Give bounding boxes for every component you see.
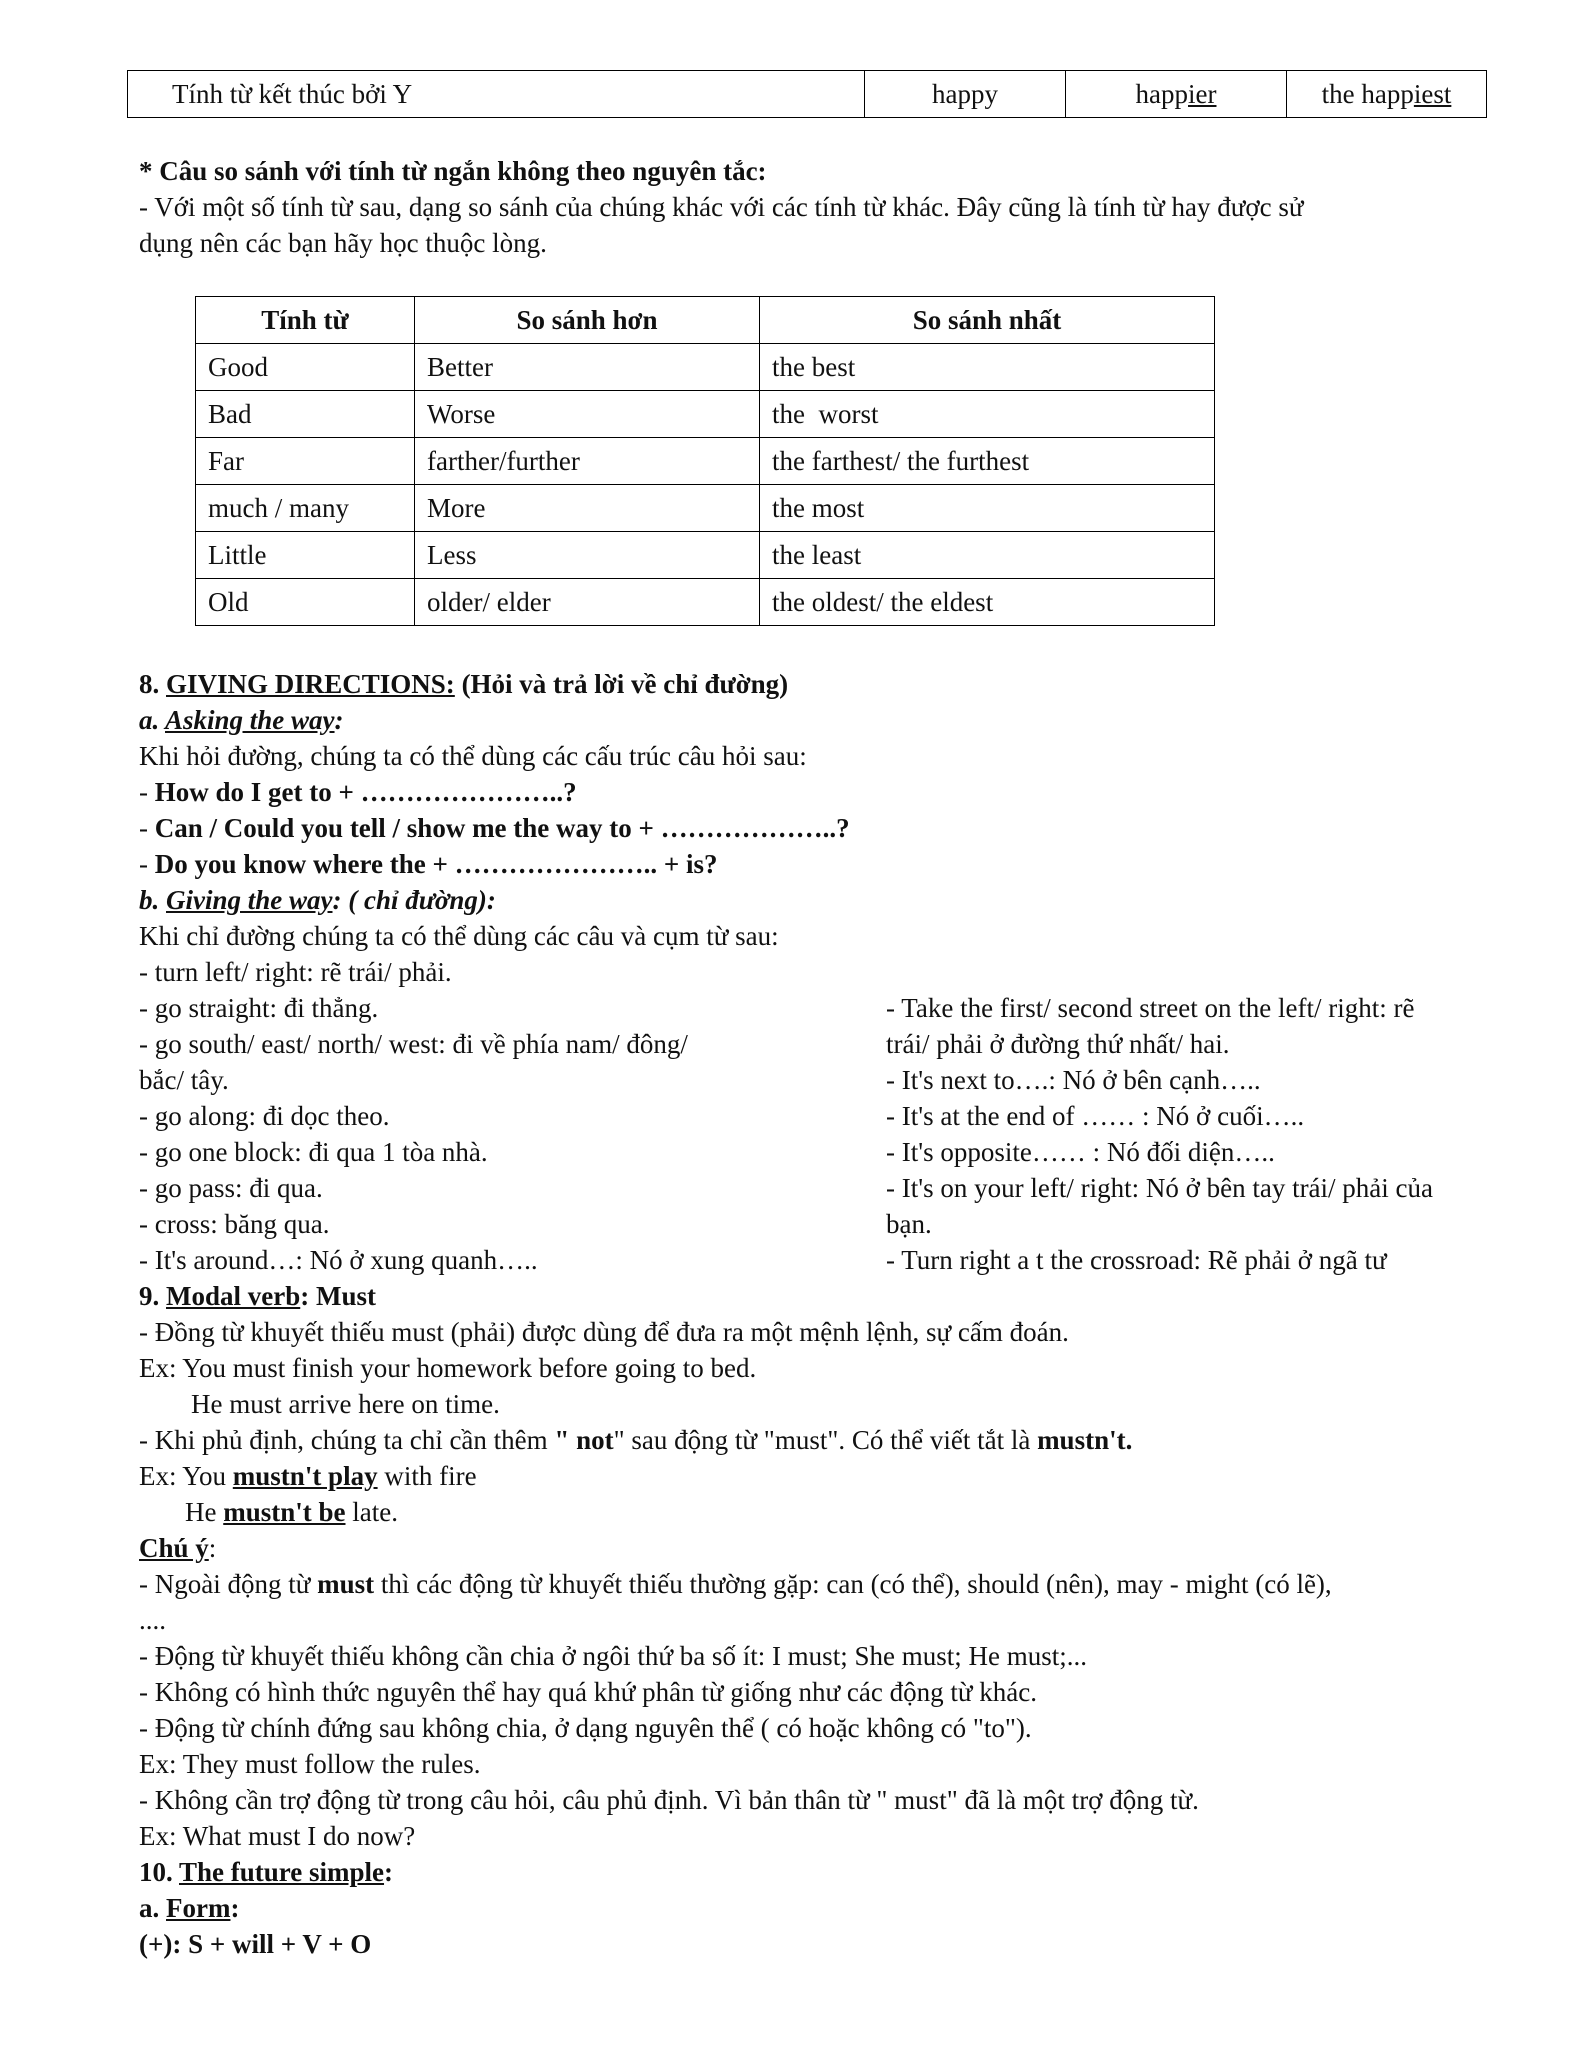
table-cell: Worse — [415, 391, 760, 438]
table-cell: happy — [865, 71, 1066, 118]
mustnt-example-1: Ex: You mustn't play with fire — [139, 1461, 477, 1491]
table-cell: the farthest/ the furthest — [760, 438, 1215, 485]
table-cell: much / many — [196, 485, 415, 532]
table-cell: the best — [760, 344, 1215, 391]
note-item-4: - Động từ chính đứng sau không chia, ở dạng nguyên thể ( có hoặc không có "to"). — [139, 1713, 1032, 1743]
question-pattern-3: - Do you know where the + ………………….. + is? — [139, 849, 718, 879]
section-10-heading: 10. The future simple: — [139, 1857, 394, 1887]
note-item-5: - Không cần trợ động từ trong câu hỏi, câu phủ định. Vì bản thân từ " must" đã là một trợ động từ. — [139, 1785, 1199, 1815]
asking-the-way-heading: a. Asking the way: — [139, 705, 344, 735]
table-header: Tính từ — [196, 297, 415, 344]
must-example-1: Ex: You must finish your homework before going to bed. — [139, 1353, 757, 1383]
direction-left-item: - go along: đi dọc theo. — [139, 1101, 390, 1131]
table-cell: the oldest/ the eldest — [760, 579, 1215, 626]
irregular-desc-2: dụng nên các bạn hãy học thuộc lòng. — [139, 228, 547, 258]
table-cell: Bad — [196, 391, 415, 438]
must-example-2: He must arrive here on time. — [191, 1389, 500, 1419]
irregular-desc-1: - Với một số tính từ sau, dạng so sánh của chúng khác với các tính từ khác. Đây cũng là tính từ hay được sử — [139, 192, 1304, 222]
section-8-heading: 8. GIVING DIRECTIONS: (Hỏi và trả lời về chỉ đường) — [139, 669, 789, 699]
section-9-heading: 9. Modal verb: Must — [139, 1281, 376, 1311]
table-cell: farther/further — [415, 438, 760, 485]
must-negative-rule: - Khi phủ định, chúng ta chỉ cần thêm " not" sau động từ "must". Có thể viết tắt là mustn't. — [139, 1425, 1133, 1455]
table-row — [196, 485, 1215, 532]
table-cell: Little — [196, 532, 415, 579]
direction-right-item: bạn. — [886, 1209, 932, 1239]
note-item-2: - Động từ khuyết thiếu không cần chia ở ngôi thứ ba số ít: I must; She must; He must;... — [139, 1641, 1087, 1671]
table-cell: Good — [196, 344, 415, 391]
table-header-row — [196, 297, 1215, 344]
table-cell: the happiest — [1287, 71, 1487, 118]
must-usage: - Đồng từ khuyết thiếu must (phải) được dùng để đưa ra một mệnh lệnh, sự cấm đoán. — [139, 1317, 1069, 1347]
table-row — [196, 391, 1215, 438]
direction-left-item: - go south/ east/ north/ west: đi về phía nam/ đông/ — [139, 1029, 688, 1059]
adjective-y-table — [127, 70, 1487, 118]
mustnt-example-2: He mustn't be late. — [185, 1497, 398, 1527]
direction-left-item: - go one block: đi qua 1 tòa nhà. — [139, 1137, 488, 1167]
table-cell: the most — [760, 485, 1215, 532]
note-item-3: - Không có hình thức nguyên thể hay quá khứ phân từ giống như các động từ khác. — [139, 1677, 1037, 1707]
table-cell: Better — [415, 344, 760, 391]
table-cell: older/ elder — [415, 579, 760, 626]
direction-left-item: - turn left/ right: rẽ trái/ phải. — [139, 957, 452, 987]
note-example-2: Ex: What must I do now? — [139, 1821, 416, 1851]
table-cell: Less — [415, 532, 760, 579]
direction-right-item: - It's opposite…… : Nó đối diện….. — [886, 1137, 1275, 1167]
direction-right-item: - Turn right a t the crossroad: Rẽ phải ở ngã tư — [886, 1245, 1387, 1275]
table-header: So sánh nhất — [760, 297, 1215, 344]
irregular-heading: * Câu so sánh với tính từ ngắn không theo nguyên tắc: — [139, 156, 767, 186]
note-item-1: - Ngoài động từ must thì các động từ khuyết thiếu thường gặp: can (có thể), should (nên), may - might (có lẽ), — [139, 1569, 1332, 1599]
direction-right-item: - It's next to….: Nó ở bên cạnh….. — [886, 1065, 1261, 1095]
form-heading: a. Form: — [139, 1893, 240, 1923]
table-row — [128, 71, 1487, 118]
table-cell: Tính từ kết thúc bởi Y — [128, 71, 865, 118]
direction-right-item: trái/ phải ở đường thứ nhất/ hai. — [886, 1029, 1230, 1059]
table-cell: happier — [1066, 71, 1287, 118]
direction-right-item: - It's on your left/ right: Nó ở bên tay trái/ phải của — [886, 1173, 1434, 1203]
table-cell: the least — [760, 532, 1215, 579]
direction-right-item: - Take the first/ second street on the left/ right: rẽ — [886, 993, 1415, 1023]
note-item-1-cont: .... — [139, 1605, 166, 1635]
table-cell: the worst — [760, 391, 1215, 438]
table-cell: More — [415, 485, 760, 532]
direction-left-item: - It's around…: Nó ở xung quanh….. — [139, 1245, 538, 1275]
direction-left-item: - go straight: đi thẳng. — [139, 993, 379, 1023]
direction-left-item: - cross: băng qua. — [139, 1209, 330, 1239]
giving-intro: Khi chỉ đường chúng ta có thể dùng các câu và cụm từ sau: — [139, 921, 779, 951]
direction-left-item: bắc/ tây. — [139, 1065, 229, 1095]
direction-right-item: - It's at the end of …… : Nó ở cuối….. — [886, 1101, 1305, 1131]
table-cell: Far — [196, 438, 415, 485]
table-row — [196, 532, 1215, 579]
question-pattern-1: - How do I get to + …………………..? — [139, 777, 577, 807]
table-row — [196, 438, 1215, 485]
direction-left-item: - go pass: đi qua. — [139, 1173, 323, 1203]
table-row — [196, 344, 1215, 391]
irregular-adjectives-table — [195, 296, 1215, 626]
table-cell: Old — [196, 579, 415, 626]
asking-intro: Khi hỏi đường, chúng ta có thể dùng các cấu trúc câu hỏi sau: — [139, 741, 807, 771]
giving-the-way-heading: b. Giving the way: ( chỉ đường): — [139, 885, 496, 915]
table-header: So sánh hơn — [415, 297, 760, 344]
note-example-1: Ex: They must follow the rules. — [139, 1749, 481, 1779]
affirmative-formula: (+): S + will + V + O — [139, 1929, 372, 1959]
question-pattern-2: - Can / Could you tell / show me the way to + ………………..? — [139, 813, 850, 843]
table-row — [196, 579, 1215, 626]
note-heading: Chú ý: — [139, 1533, 217, 1563]
